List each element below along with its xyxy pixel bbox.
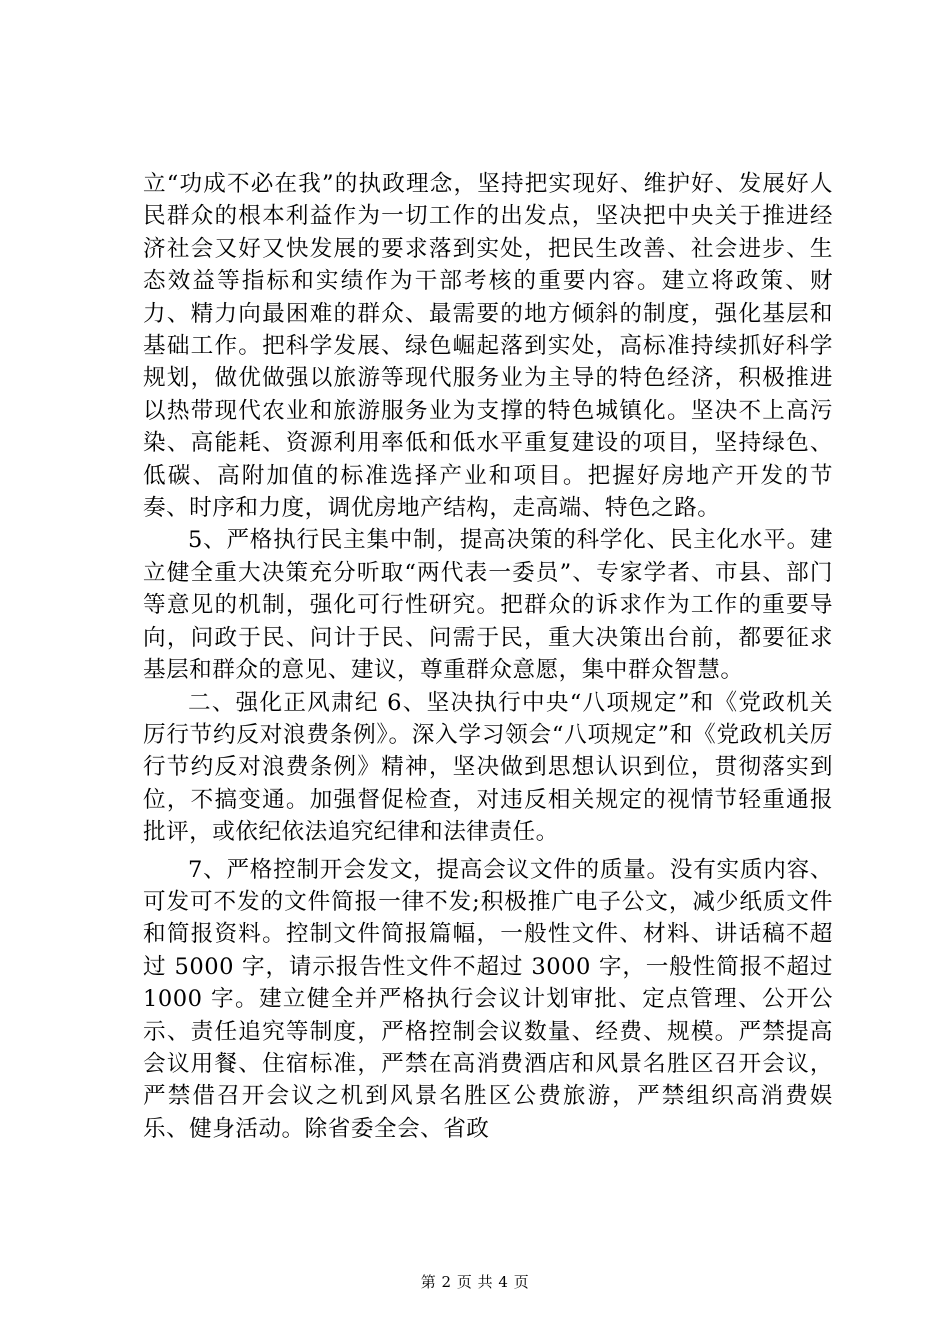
paragraph-4: 7、严格控制开会发文，提高会议文件的质量。没有实质内容、可发可不发的文件简报一律不发;积极推广电子公文，减少纸质文件和简报资料。控制文件简报篇幅，一般性文件、材料、讲话稿不超过 5000 字，请示报告性文件不超过 3000 字，一般性简报不超过 1000 字。建立健全并严格执行会议计划审批、定点管理、公开公示、责任追究等制度，严格控制会议数量、经费、规模。严禁提高会议用餐、住宿标准，严禁在高消费酒店和风景名胜区召开会议，严禁借召开会议之机到风景名胜区公费旅游，严禁组织高消费娱乐、健身活动。除省委全会、省政 [143, 856, 833, 1142]
document-body [143, 168, 833, 1145]
paragraph-3: 二、强化正风肃纪 6、坚决执行中央“八项规定”和《党政机关厉行节约反对浪费条例》。深入学习领会“八项规定”和《党政机关厉行节约反对浪费条例》精神，坚决做到思想认识到位，贯彻落实到位，不搞变通。加强督促检查，对违反相关规定的视情节轻重通报批评，或依纪依法追究纪律和法律责任。 [143, 689, 833, 846]
page-footer: 第 2 页 共 4 页 [420, 1273, 530, 1291]
paragraph-2: 5、严格执行民主集中制，提高决策的科学化、民主化水平。建立健全重大决策充分听取“两代表一委员”、专家学者、市县、部门等意见的机制，强化可行性研究。把群众的诉求作为工作的重要导向，问政于民、问计于民、问需于民，重大决策出台前，都要征求基层和群众的意见、建议，尊重群众意愿，集中群众智慧。 [143, 527, 833, 684]
paragraph-1: 立“功成不必在我”的执政理念，坚持把实现好、维护好、发展好人民群众的根本利益作为一切工作的出发点，坚决把中央关于推进经济社会又好又快发展的要求落到实处，把民生改善、社会进步、生态效益等指标和实绩作为干部考核的重要内容。建立将政策、财力、精力向最困难的群众、最需要的地方倾斜的制度，强化基层和基础工作。把科学发展、绿色崛起落到实处，高标准持续抓好科学规划，做优做强以旅游等现代服务业为主导的特色经济，积极推进以热带现代农业和旅游服务业为支撑的特色城镇化。坚决不上高污染、高能耗、资源利用率低和低水平重复建设的项目，坚持绿色、低碳、高附加值的标准选择产业和项目。把握好房地产开发的节奏、时序和力度，调优房地产结构，走高端、特色之路。 [143, 171, 833, 522]
